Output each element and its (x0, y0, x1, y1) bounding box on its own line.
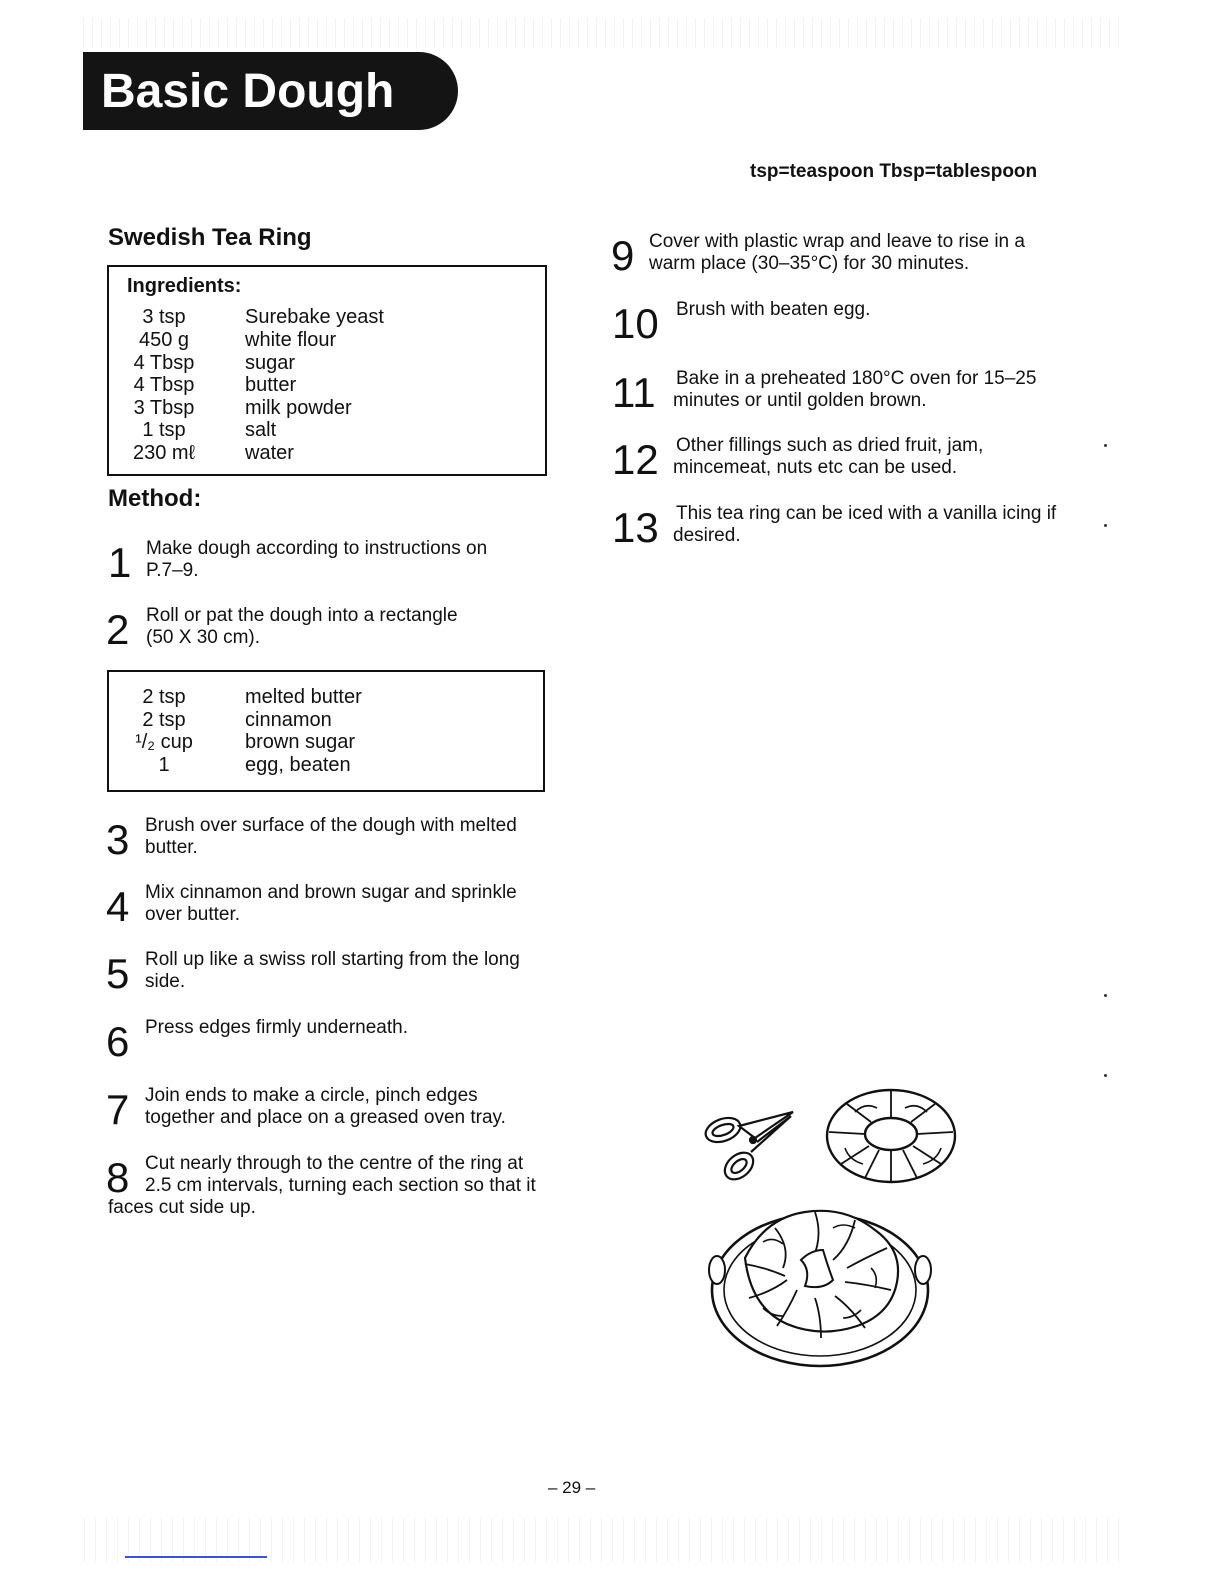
recipe-title: Swedish Tea Ring (108, 224, 312, 251)
filling-qty: 1 (158, 754, 170, 776)
footer-rule (125, 1556, 267, 1558)
filling-row (109, 754, 543, 776)
step-text: Brush over surface of the dough with melted (145, 815, 517, 836)
step-number: 4 (106, 883, 130, 930)
scissors-and-ring-illustration (695, 1082, 965, 1192)
step-number: 7 (106, 1086, 130, 1133)
abbreviation-note: tsp=teaspoon Tbsp=tablespoon (750, 161, 1038, 182)
filling-row (109, 709, 543, 731)
baked-tea-ring-illustration (705, 1198, 935, 1370)
step-text: minutes or until golden brown. (673, 390, 927, 411)
ingredient-row (109, 306, 545, 328)
ingredient-qty: 1 tsp (142, 419, 186, 441)
step-text: Join ends to make a circle, pinch edges (145, 1085, 478, 1106)
step-text: butter. (145, 837, 198, 858)
step-number: 9 (611, 232, 635, 279)
step-text: P.7–9. (146, 560, 199, 581)
scan-speck (1104, 444, 1107, 447)
ingredient-row (109, 329, 545, 351)
ingredient-name: sugar (245, 352, 296, 374)
page-title: Basic Dough (101, 65, 395, 118)
step-text: warm place (30–35°C) for 30 minutes. (649, 253, 970, 274)
ingredient-name: Surebake yeast (245, 306, 384, 328)
scan-noise-top (80, 18, 1120, 48)
filling-name: cinnamon (245, 709, 332, 731)
step-number: 1 (108, 539, 132, 586)
ingredient-name: butter (245, 374, 297, 396)
step-number: 12 (612, 436, 659, 483)
step-text: mincemeat, nuts etc can be used. (673, 457, 958, 478)
step-text: Press edges firmly underneath. (145, 1017, 408, 1038)
method-heading: Method: (108, 485, 202, 512)
ingredient-qty: 4 Tbsp (133, 352, 195, 374)
step-number: 8 (106, 1154, 130, 1201)
ingredient-name: white flour (245, 329, 337, 351)
filling-qty: 2 tsp (142, 686, 186, 708)
step-text: Roll up like a swiss roll starting from the long (145, 949, 520, 970)
ingredient-qty: 4 Tbsp (133, 374, 195, 396)
ingredient-row (109, 374, 545, 396)
filling-name: egg, beaten (245, 754, 351, 776)
scan-speck (1104, 524, 1107, 527)
scissors-icon (702, 1112, 793, 1185)
step-text: Roll or pat the dough into a rectangle (146, 605, 458, 626)
step-text: over butter. (145, 904, 241, 925)
ring-icon (827, 1090, 955, 1182)
filling-qty: ¹/₂ cup (135, 731, 193, 753)
ingredient-qty: 3 tsp (142, 306, 186, 328)
ingredients-label: Ingredients: (127, 275, 242, 297)
step-number: 11 (612, 369, 656, 416)
ingredient-name: water (245, 442, 294, 464)
filling-qty: 2 tsp (142, 709, 186, 731)
page-number: – 29 – (548, 1478, 596, 1497)
filling-box (107, 670, 545, 792)
step-text: Make dough according to instructions on (146, 538, 488, 559)
step-text: together and place on a greased oven tray. (145, 1107, 506, 1128)
step-text: This tea ring can be iced with a vanilla icing if (676, 503, 1057, 524)
step-number: 13 (612, 504, 659, 551)
step-number: 10 (612, 300, 659, 347)
ingredient-row (109, 352, 545, 374)
filling-row (109, 731, 543, 753)
step-text: Brush with beaten egg. (676, 299, 871, 320)
ingredient-qty: 230 mℓ (132, 442, 196, 464)
step-text: Cover with plastic wrap and leave to rise in a (649, 231, 1025, 252)
ingredient-qty: 450 g (138, 329, 190, 351)
step-text: (50 X 30 cm). (146, 627, 261, 648)
step-text: desired. (673, 525, 741, 546)
ingredient-row (109, 397, 545, 419)
title-banner (83, 52, 458, 130)
ingredient-name: salt (245, 419, 277, 441)
step-number: 6 (106, 1018, 130, 1065)
step-text: Cut nearly through to the centre of the ring at (145, 1153, 524, 1174)
ingredients-box (107, 265, 547, 476)
step-text: 2.5 cm intervals, turning each section so that it (145, 1175, 536, 1196)
step-number: 2 (106, 606, 130, 653)
ingredient-qty: 3 Tbsp (133, 397, 195, 419)
step-text: side. (145, 971, 186, 992)
filling-row (109, 686, 543, 708)
ingredient-row (109, 442, 545, 464)
scan-speck (1104, 1074, 1107, 1077)
step-text: faces cut side up. (108, 1197, 256, 1218)
step-text: Mix cinnamon and brown sugar and sprinkle (145, 882, 517, 903)
step-number: 3 (106, 816, 130, 863)
scan-speck (1104, 994, 1107, 997)
filling-name: melted butter (245, 686, 362, 708)
step-text: Bake in a preheated 180°C oven for 15–25 (676, 368, 1037, 389)
ingredient-name: milk powder (245, 397, 352, 419)
step-text: Other fillings such as dried fruit, jam, (676, 435, 984, 456)
filling-name: brown sugar (245, 731, 356, 753)
ingredient-row (109, 419, 545, 441)
step-number: 5 (106, 950, 130, 997)
